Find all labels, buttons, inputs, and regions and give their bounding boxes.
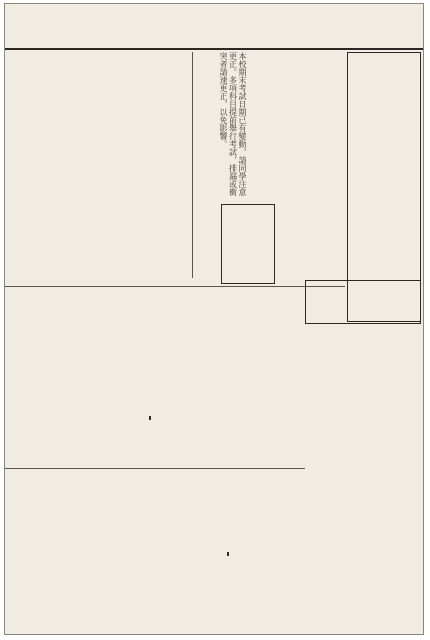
issue-date: [117, 17, 423, 31]
divider-mid: [5, 286, 345, 287]
article-exam-body: 本校期末考試日期已有變動，請同學注意更正。多項科目提前舉行考試，排漏或衝突者請速更正，以免影響。: [219, 52, 247, 196]
top-header-strip: [5, 4, 423, 50]
label-service: [227, 552, 229, 556]
boxed-notice: [221, 204, 275, 284]
newspaper-page: [4, 3, 424, 635]
column-rule: [192, 52, 193, 278]
divider-lower: [5, 468, 305, 469]
masthead-info-box: [305, 280, 421, 324]
label-briefing: [149, 416, 151, 420]
